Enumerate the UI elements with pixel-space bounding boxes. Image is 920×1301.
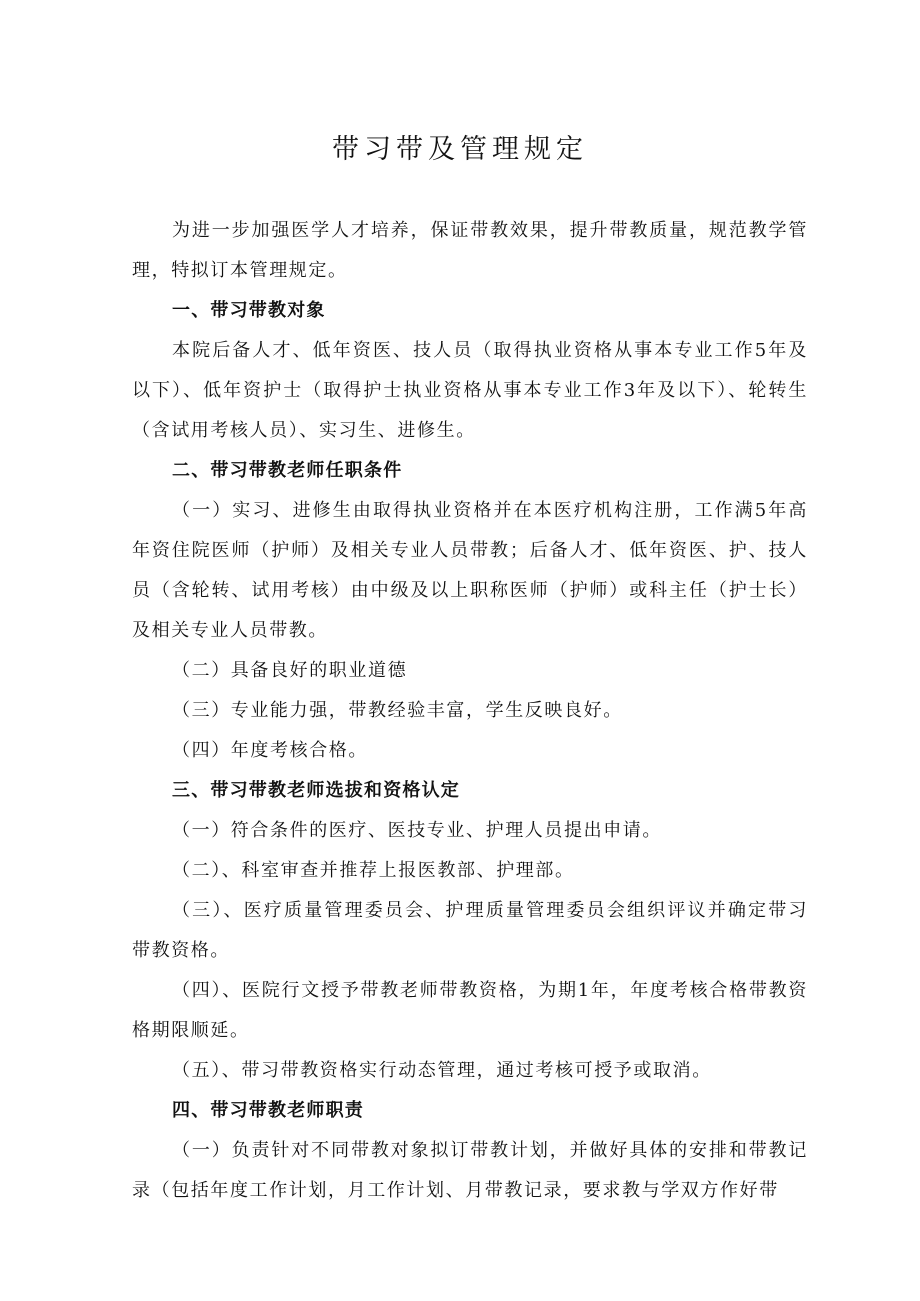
section-paragraph: （五）、带习带教资格实行动态管理，通过考核可授予或取消。 [172,1060,712,1081]
section-paragraph: （一）负责针对不同带教对象拟订带教计划，并做好具体的安排和带教记录（包括年度工作计划，月工作计划、月带教记录，要求教与学双方作好带 [132,1140,808,1201]
section-paragraph: （四）、医院行文授予带教老师带教资格，为期1年，年度考核合格带教资格期限顺延。 [132,980,808,1041]
document-title: 带习带及管理规定 [332,134,588,165]
section-paragraph: （三）专业能力强，带教经验丰富，学生反映良好。 [172,700,623,721]
document-body [132,211,808,1211]
section-paragraph: （三）、医疗质量管理委员会、护理质量管理委员会组织评议并确定带习带教资格。 [132,900,808,961]
section-paragraph: 本院后备人才、低年资医、技人员（取得执业资格从事本专业工作5年及以下）、低年资护士（取得护士执业资格从事本专业工作3年及以下）、轮转生（含试用考核人员）、实习生、进修生。 [132,340,808,441]
section-heading-qualifications: 二、带习带教老师任职条件 [172,460,403,481]
intro-paragraph: 为进一步加强医学人才培养，保证带教效果，提升带教质量，规范教学管理，特拟订本管理规定。 [132,220,808,281]
section-heading-duties: 四、带习带教老师职责 [172,1100,364,1121]
section-heading-selection: 三、带习带教老师选拔和资格认定 [172,780,460,801]
section-paragraph: （一）实习、进修生由取得执业资格并在本医疗机构注册，工作满5年高年资住院医师（护师）及相关专业人员带教；后备人才、低年资医、护、技人员（含轮转、试用考核）由中级及以上职称医师（护师）或科主任（护士长）及相关专业人员带教。 [132,500,808,641]
section-paragraph: （四）年度考核合格。 [172,740,368,761]
section-paragraph: （二）、科室审查并推荐上报医教部、护理部。 [172,860,575,881]
section-heading-targets: 一、带习带教对象 [172,300,326,321]
section-paragraph: （二）具备良好的职业道德 [172,660,408,681]
section-paragraph: （一）符合条件的医疗、医技专业、护理人员提出申请。 [172,820,662,841]
